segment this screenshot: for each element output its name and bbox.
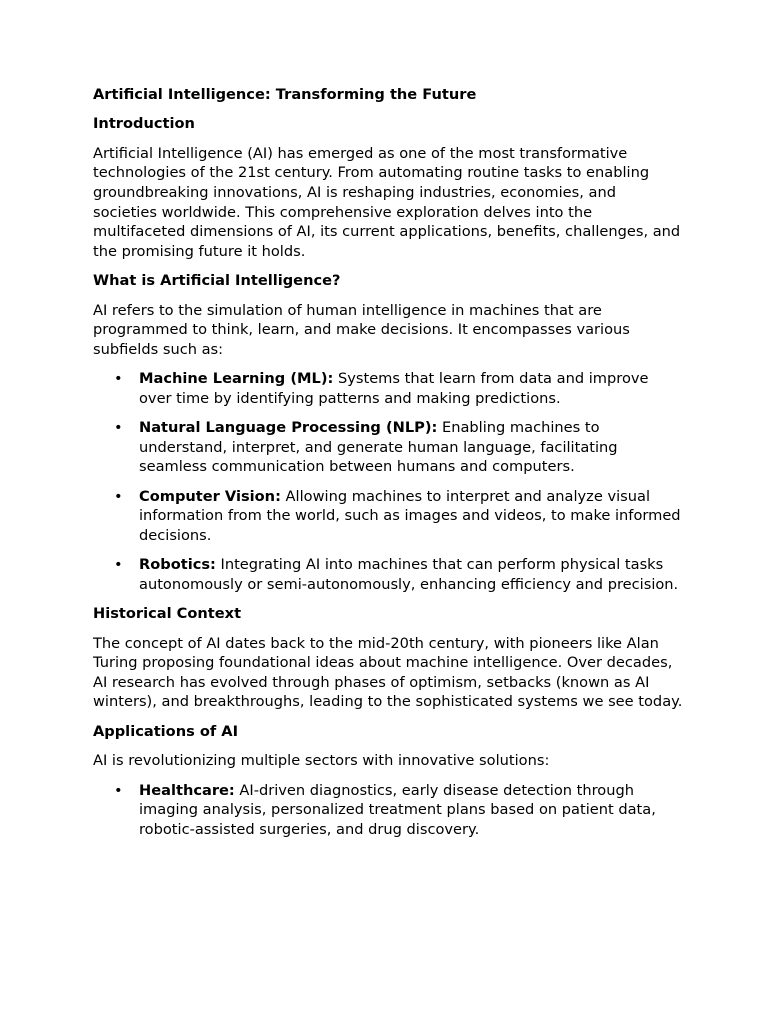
introduction-paragraph: Artificial Intelligence (AI) has emerged as one of the most transformative technologies of the 21st century. From automating routine tasks to enabling groundbreaking innovations, AI is reshaping industries, economies, and societies worldwide. This comprehensive exploration delves into the multifaceted dimensions of AI, its current applications, benefits, challenges, and the promising future it holds. bbox=[93, 144, 681, 260]
historical-context-paragraph: The concept of AI dates back to the mid-20th century, with pioneers like Alan Turing proposing foundational ideas about machine intelligence. Over decades, AI research has evolved through phases of optimism, setbacks (known as AI winters), and breakthroughs, leading to the sophisticated systems we see today. bbox=[93, 634, 683, 711]
list-item-description: Allowing machines to interpret and analyze visual information from the world, such as images and videos, to make informed decisions. bbox=[139, 487, 681, 544]
section-heading-introduction: Introduction bbox=[93, 115, 195, 133]
applications-paragraph: AI is revolutionizing multiple sectors with innovative solutions: bbox=[93, 752, 550, 770]
bullet-icon: • bbox=[114, 370, 123, 388]
list-item bbox=[93, 781, 683, 840]
list-item-term: Healthcare: bbox=[139, 781, 235, 799]
list-item-description: AI-driven diagnostics, early disease detection through imaging analysis, personalized treatment plans based on patient data, robotic-assisted surgeries, and drug discovery. bbox=[139, 781, 656, 838]
list-item-term: Natural Language Processing (NLP): bbox=[139, 419, 438, 437]
list-item-term: Computer Vision: bbox=[139, 487, 281, 505]
list-item bbox=[93, 418, 683, 477]
what-is-ai-paragraph: AI refers to the simulation of human intelligence in machines that are programmed to think, learn, and make decisions. It encompasses various subfields such as: bbox=[93, 301, 630, 358]
document-title: Artificial Intelligence: Transforming the Future bbox=[93, 86, 477, 103]
list-item-description: Systems that learn from data and improve over time by identifying patterns and making predictions. bbox=[139, 370, 649, 407]
list-item-description: Enabling machines to understand, interpret, and generate human language, facilitating seamless communication between humans and computers. bbox=[139, 419, 618, 476]
list-item bbox=[93, 555, 683, 594]
list-item-description: Integrating AI into machines that can perform physical tasks autonomously or semi-autonomously, enhancing efficiency and precision. bbox=[139, 556, 679, 593]
bullet-icon: • bbox=[114, 781, 123, 799]
ai-subfields-list bbox=[93, 369, 683, 594]
section-heading-what-is-ai: What is Artificial Intelligence? bbox=[93, 272, 341, 290]
bullet-icon: • bbox=[114, 487, 123, 505]
bullet-icon: • bbox=[114, 419, 123, 437]
applications-list bbox=[93, 781, 683, 840]
section-heading-historical-context: Historical Context bbox=[93, 605, 242, 623]
bullet-icon: • bbox=[114, 556, 123, 574]
document-page bbox=[93, 85, 683, 849]
list-item-term: Robotics: bbox=[139, 556, 216, 574]
list-item bbox=[93, 487, 683, 546]
section-heading-applications: Applications of AI bbox=[93, 722, 239, 740]
list-item bbox=[93, 369, 683, 408]
list-item-term: Machine Learning (ML): bbox=[139, 370, 334, 388]
